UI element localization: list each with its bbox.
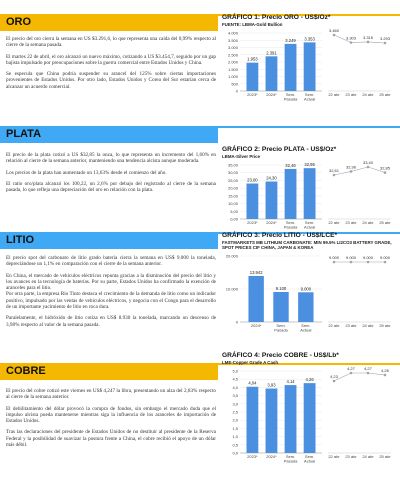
- daily-date-label: 22 abr: [328, 92, 340, 97]
- paragraph: Se especula que China podría suspender su arancel del 125% sobre ciertas importaciones provenientes de Estados Unidos. Por otro lado, Estados Unidos y Corea del Sur estarían cerca de alcanzar un acuerdo comercial.: [6, 71, 216, 90]
- daily-line-segment: [368, 373, 385, 375]
- daily-value-label: 9.000: [328, 255, 340, 260]
- daily-date-label: 25 abr: [379, 454, 391, 459]
- daily-value-label: 32,96: [345, 164, 357, 170]
- bar-value-label: 23,00: [247, 177, 258, 183]
- daily-value-label: 33,40: [362, 160, 374, 165]
- y-tick-label: 1.000: [227, 74, 238, 79]
- daily-point: [384, 171, 387, 174]
- y-tick-label: 15,00: [227, 193, 238, 199]
- daily-value-label: 9.000: [379, 255, 391, 260]
- bar: [285, 385, 297, 453]
- bar: [246, 184, 258, 219]
- daily-date-label: 22 abr: [328, 454, 340, 459]
- x-tick-label: 2023*: [247, 92, 258, 97]
- x-tick-label: Actual: [304, 458, 316, 464]
- bar-value-label: 2.391: [266, 50, 277, 56]
- daily-value-label: 3.460: [328, 28, 340, 33]
- x-tick-label: 2024*: [266, 220, 277, 225]
- daily-date-label: 23 abr: [345, 220, 357, 225]
- bar-value-label: 9.100: [275, 285, 287, 291]
- paragraph: El precio de la plata cotizó a US $32,85 la onza, lo que representa un incremento del 1,60% en relación al cierre de la semana anterior, manteniendo una tendencia alcista aunque moderada.: [6, 152, 216, 165]
- y-tick-label: 30,00: [227, 170, 238, 176]
- section-title-litio: LITIO: [6, 234, 35, 246]
- chart-cobre: [222, 352, 396, 474]
- y-tick-label: 3.500: [227, 37, 238, 43]
- chart-plata: [222, 146, 396, 240]
- daily-date-label: 24 abr: [362, 92, 374, 97]
- x-tick-label: Pasada: [274, 327, 288, 333]
- section-divider-plata: [218, 126, 400, 128]
- bar: [248, 276, 263, 322]
- paragraph: Los precios de la plata han aumentado un 13,63% desde el comienzo del año.: [6, 169, 167, 176]
- y-tick-label: 25,00: [227, 177, 238, 183]
- daily-date-label: 25 abr: [379, 92, 391, 97]
- section-title-plata: PLATA: [6, 128, 42, 140]
- y-tick-label: 35,00: [227, 162, 238, 168]
- daily-date-label: 23 abr: [345, 92, 357, 97]
- bar-value-label: 32,46: [285, 162, 296, 168]
- paragraph: En China, el mercado de vehículos eléctricos repunta gracias a la disminución del precio del litio y los avances en la tecnología de baterías. Por su parte, Estados Unidos ha confirmado la exención de aranceles para el litio. Por otra parte, la empresa Rio Tinto destaca el crecimiento de la demanda de litio como un indicador positivo, impulsado por las ventas de vehículos eléctricos, y negocia con el Congo para el desarrollo de un importante yacimiento de litio en roca dura.: [6, 272, 216, 311]
- paragraph: El martes 22 de abril, el oro alcanzó un nuevo máximo, cotizando a US $3.454,7, seguido por un gap bajista impulsado por preocupaciones sobre la guerra comercial entre Estados Unidos y China.: [6, 53, 216, 66]
- bar: [266, 389, 278, 453]
- daily-point: [333, 34, 336, 37]
- daily-date-label: 25 abr: [379, 220, 391, 225]
- daily-date-label: 23 abr: [345, 454, 357, 459]
- daily-date-label: 24 abr: [362, 454, 374, 459]
- paragraph: Tras las declaraciones del presidente de Estados Unidos de no destituir al presidente de la Reserva Federal y la posibilidad de suavizar la postura frente a China, el cobre recibió el apoyo de un dólar más débil.: [6, 429, 216, 449]
- y-tick-label: 10.000: [225, 286, 238, 292]
- section-band-plata: [0, 126, 218, 143]
- chart-svg-plata: [222, 159, 396, 235]
- bar-value-label: 13.942: [249, 269, 263, 275]
- daily-value-label: 3.303: [345, 35, 357, 41]
- paragraph: El precio del cobre cotizó este viernes en US$ 4,247 la libra, presentando un alza del 2,83% respecto al cierre de la semana anterior.: [6, 388, 216, 401]
- x-tick-label: Sem.: [304, 92, 315, 97]
- bar-value-label: 1.953: [247, 56, 258, 62]
- paragraph: El precio del oro cierra la semana en US $3.291,6, lo que representa una caída del 0,99% respecto al cierre de la semana pasada.: [6, 36, 216, 49]
- x-tick-label: Sem.: [304, 220, 315, 225]
- daily-value-label: 4,27: [364, 366, 372, 371]
- y-tick-label: 0: [235, 88, 238, 94]
- chart-title: GRÁFICO 4: Precio COBRE - US$/Lb*: [222, 352, 339, 359]
- daily-value-label: 3.293: [379, 36, 391, 41]
- chart-title: GRÁFICO 1: Precio ORO - US$/Oz*: [222, 14, 331, 21]
- section-title-oro: ORO: [6, 16, 32, 28]
- daily-point: [367, 372, 370, 375]
- y-tick-label: 3.000: [227, 45, 238, 50]
- x-tick-label: Pasada: [283, 224, 298, 230]
- paragraph: El precio spot del carbonato de litio grado batería cierra la semana en US$ 9.000 la tonelada, depreciándose un 1,1% en comparación con el cierre de la semana anterior.: [6, 255, 216, 268]
- chart-subtitle: FUENTE: LBMA-Gold Bullion: [222, 22, 283, 27]
- y-tick-label: 2,5: [232, 409, 238, 415]
- daily-point: [384, 374, 387, 377]
- daily-point: [333, 261, 336, 264]
- chart-svg-litio: [222, 250, 396, 338]
- section-text-cobre: [6, 388, 216, 453]
- y-tick-label: 0,00: [230, 216, 238, 222]
- x-tick-label: Pasada: [283, 96, 298, 102]
- section-band-cobre: [0, 363, 218, 380]
- daily-point: [350, 41, 353, 44]
- y-tick-label: 4.000: [227, 30, 238, 36]
- x-tick-label: Sem.: [276, 323, 286, 328]
- daily-line-segment: [351, 42, 368, 43]
- x-tick-label: 2023*: [247, 454, 258, 459]
- x-tick-label: Actual: [304, 224, 316, 230]
- bar: [246, 387, 258, 453]
- y-tick-label: 5,00: [230, 208, 238, 214]
- daily-point: [350, 372, 353, 375]
- x-tick-label: Sem.: [304, 454, 315, 459]
- bar: [266, 56, 278, 91]
- daily-value-label: 4,23: [330, 374, 338, 379]
- bar: [246, 63, 258, 91]
- bar-value-label: 32,95: [304, 162, 315, 168]
- chart-title: GRÁFICO 3: Precio LITIO - US$/LCE*: [222, 232, 338, 239]
- x-tick-label: Sem.: [285, 220, 296, 225]
- y-tick-label: 3,5: [232, 393, 238, 399]
- daily-value-label: 9.000: [362, 255, 374, 260]
- daily-line-segment: [368, 42, 385, 43]
- paragraph: Paralelamente, el hidróxido de litio cotiza en US$ 8.930 la tonelada, marcando un descenso de 3,98% respecto al valor de la semana pasada.: [6, 315, 216, 328]
- daily-value-label: 3.315: [362, 34, 374, 40]
- x-tick-label: 2024*: [266, 454, 277, 459]
- y-tick-label: 1,5: [232, 425, 238, 431]
- y-tick-label: 10,00: [227, 201, 238, 207]
- bar-value-label: 4,14: [286, 379, 295, 385]
- bar-value-label: 24,30: [266, 175, 277, 181]
- chart-subtitle: FASTMARKETS MB LITHIUM CARBONATE: MIN 99.5% LI2CO3 BATTERY GRADE, SPOT PRICES CIF CHINA, JAPAN & KOREA: [222, 240, 392, 250]
- daily-point: [367, 166, 370, 169]
- daily-point: [384, 261, 387, 264]
- chart-litio: [222, 232, 396, 343]
- x-tick-label: Sem.: [301, 323, 311, 328]
- chart-svg-oro: [222, 27, 396, 107]
- daily-point: [333, 380, 336, 383]
- bar: [304, 383, 316, 453]
- y-tick-label: 500: [231, 81, 238, 87]
- chart-title: GRÁFICO 2: Precio PLATA - US$/Oz*: [222, 146, 337, 153]
- y-tick-label: 1,0: [232, 434, 238, 440]
- x-tick-label: Actual: [304, 96, 316, 102]
- daily-point: [384, 42, 387, 45]
- daily-date-label: 22 abr: [328, 220, 340, 225]
- bar-value-label: 3.249: [285, 37, 296, 43]
- paragraph: El debilitamiento del dólar provocó la compra de fondos, sin embargo el mercado duda que el impulso alcista pueda mantenerse mientras siga la influencia de los aranceles de importación de Estados Unidos.: [6, 405, 216, 425]
- y-tick-label: 4,5: [232, 376, 238, 382]
- x-tick-label: Actual: [300, 327, 312, 333]
- daily-date-label: 25 abr: [379, 323, 391, 328]
- bar-value-label: 3.353: [304, 36, 315, 42]
- y-tick-label: 5,0: [232, 368, 238, 374]
- x-tick-label: 2024*: [250, 323, 262, 328]
- daily-date-label: 22 abr: [328, 323, 340, 328]
- daily-date-label: 24 abr: [362, 220, 374, 225]
- chart-subtitle: LME-Copper Grade A Cash: [222, 360, 279, 365]
- bar-value-label: 4,26: [305, 377, 314, 383]
- daily-point: [367, 261, 370, 264]
- daily-value-label: 4,26: [381, 368, 389, 373]
- x-tick-label: 2023*: [247, 220, 258, 225]
- y-tick-label: 20,00: [227, 185, 238, 191]
- bar-value-label: 3,93: [267, 382, 276, 388]
- y-tick-label: 0,0: [232, 450, 238, 456]
- y-tick-label: 2.000: [227, 59, 238, 65]
- bar: [304, 168, 316, 219]
- daily-point: [333, 174, 336, 177]
- section-text-plata: [6, 152, 216, 198]
- section-band-litio: [0, 232, 218, 249]
- y-tick-label: 1.500: [227, 66, 238, 72]
- section-text-litio: [6, 255, 216, 333]
- bar: [298, 292, 313, 322]
- chart-subtitle: LBMA-Silver Price: [222, 154, 261, 159]
- bar: [304, 42, 316, 91]
- y-tick-label: 0,5: [232, 442, 238, 448]
- y-tick-label: 2,0: [232, 417, 238, 423]
- daily-point: [350, 170, 353, 173]
- daily-value-label: 32,85: [379, 165, 391, 171]
- paragraph: El ratio oro/plata alcanzó los 100,22, un 2,6% por debajo del registrado al cierre de la semana pasada, lo que refleja una depreciación del oro en relación con la plata.: [6, 180, 216, 194]
- section-title-cobre: COBRE: [6, 365, 46, 377]
- x-tick-label: Sem.: [285, 454, 296, 459]
- section-text-oro: [6, 36, 216, 95]
- bar: [285, 169, 297, 219]
- y-tick-label: 2.500: [227, 52, 238, 58]
- daily-value-label: 32,61: [328, 168, 340, 173]
- bar: [273, 292, 288, 322]
- section-band-oro: [0, 14, 218, 31]
- daily-value-label: 9.000: [345, 255, 357, 260]
- y-tick-label: 4,0: [232, 384, 238, 390]
- daily-value-label: 4,27: [347, 366, 355, 371]
- chart-oro: [222, 14, 396, 112]
- y-tick-label: 3,0: [232, 401, 238, 407]
- daily-point: [367, 41, 370, 44]
- bar-value-label: 9.000: [300, 286, 312, 292]
- bar: [266, 182, 278, 219]
- bar-value-label: 4,04: [248, 380, 257, 386]
- daily-point: [350, 261, 353, 264]
- y-tick-label: 20.000: [225, 253, 238, 259]
- bar: [285, 44, 297, 91]
- y-tick-label: 0: [235, 319, 238, 325]
- x-tick-label: 2024*: [266, 92, 277, 97]
- daily-date-label: 23 abr: [345, 323, 357, 328]
- x-tick-label: Pasada: [283, 458, 298, 464]
- daily-date-label: 24 abr: [362, 323, 374, 328]
- x-tick-label: Sem.: [285, 92, 296, 97]
- chart-svg-cobre: [222, 365, 396, 469]
